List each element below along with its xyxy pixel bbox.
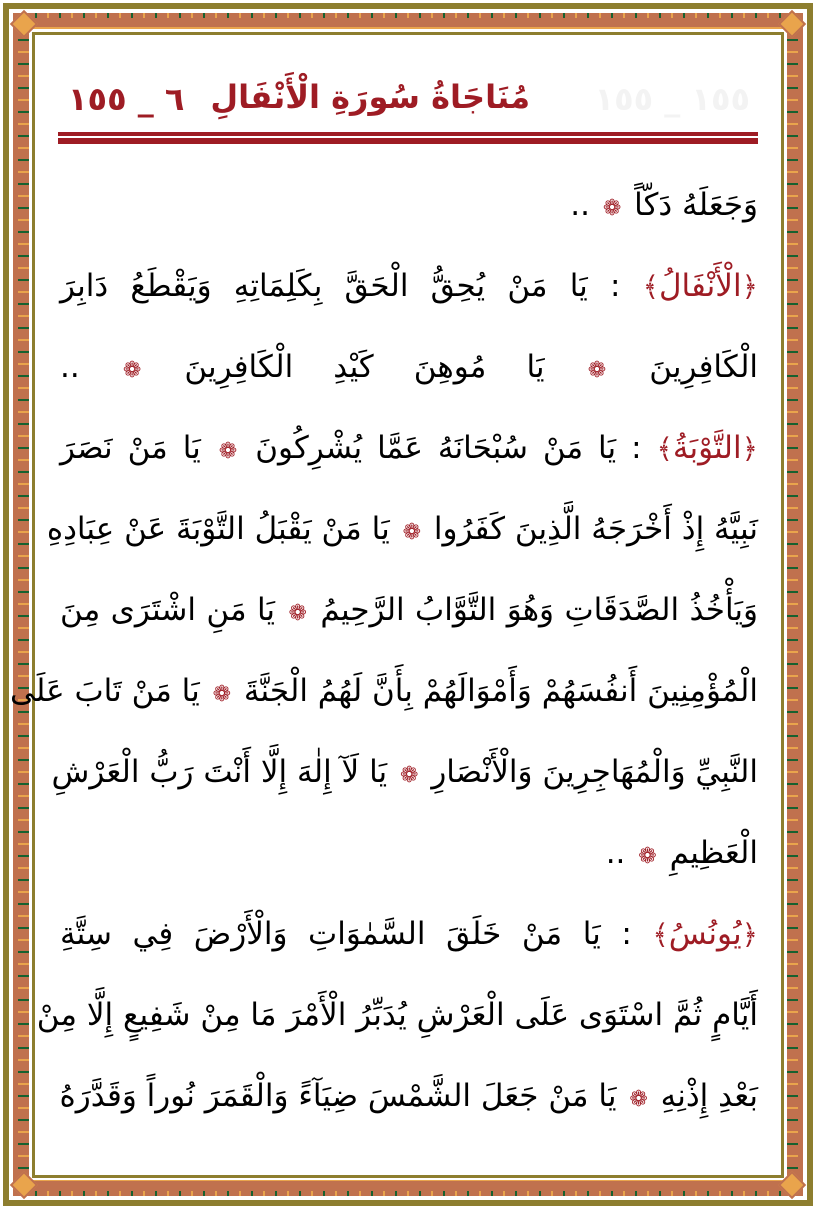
text-line [46, 489, 758, 570]
page-header [58, 72, 758, 132]
text-segment: بَعْدِ إِذْنِهِ [660, 1078, 758, 1114]
surah-name [643, 268, 758, 304]
surah-name-text: يُونُسُ [668, 916, 742, 952]
text-line [10, 651, 758, 732]
text-segment: نَبِيَّهُ إِذْ أَخْرَجَهُ الَّذِينَ كَفَرُوا [433, 511, 758, 547]
text-segment: الْكَافِرِينَ [649, 349, 759, 385]
rosette-separator-icon: ❁ [402, 520, 421, 545]
rosette-separator-icon: ❁ [629, 1087, 648, 1112]
text-segment: الْعَظِيمِ [669, 835, 758, 871]
surah-name-text: التَّوْبَةُ [672, 430, 742, 466]
surah-name [652, 916, 758, 952]
surah-name-text: الْأَنْفَالُ [659, 268, 742, 304]
text-line [60, 165, 758, 246]
text-segment: : يَا مَنْ خَلَقَ السَّمٰوَاتِ وَالْأَرْضَ فِي سِتَّةِ [60, 916, 632, 952]
text-segment: يَا مَنِ اشْتَرَى مِنَ [60, 592, 276, 628]
header-ghost-text: ١٥٥ _ ١٥٥ [594, 80, 750, 118]
text-segment: يَا مَنْ يَقْبَلُ التَّوْبَةَ عَنْ عِبَادِهِ [46, 511, 390, 547]
rosette-separator-icon: ❁ [122, 358, 142, 383]
rosette-separator-icon: ❁ [288, 601, 307, 626]
rosette-separator-icon: ❁ [602, 196, 622, 221]
ornament-bracket-icon: ﴿ [741, 918, 758, 951]
text-segment: وَيَأْخُذُ الصَّدَقَاتِ وَهُوَ التَّوَّابُ الرَّحِيمُ [320, 592, 758, 628]
rosette-separator-icon: ❁ [638, 844, 657, 869]
text-segment: يَا لَآ إِلٰهَ إِلَّا أَنْتَ رَبُّ الْعَرْشِ [51, 754, 388, 790]
text-line [36, 975, 758, 1056]
rosette-separator-icon: ❁ [400, 763, 419, 788]
text-line [51, 732, 758, 813]
text-body [10, 165, 759, 1137]
text-segment: .. [570, 187, 590, 223]
text-line [60, 408, 758, 489]
ornament-bracket-icon: ﴾ [652, 918, 669, 951]
rosette-separator-icon: ❁ [587, 358, 607, 383]
text-line [60, 246, 758, 327]
text-line [60, 894, 758, 975]
text-segment: يَا مُوهِنَ كَيْدِ الْكَافِرِينَ [184, 349, 545, 385]
text-line [60, 1056, 758, 1137]
text-segment: أَيَّامٍ ثُمَّ اسْتَوَى عَلَى الْعَرْشِ يُدَبِّرُ الْأَمْرَ مَا مِنْ شَفِيعٍ إِلَّا مِنْ [36, 997, 758, 1033]
header-divider [58, 138, 758, 144]
surah-name [657, 430, 759, 466]
text-segment: يَا مَنْ تَابَ عَلَى [10, 673, 200, 709]
text-line [60, 570, 758, 651]
text-line [60, 327, 758, 408]
text-segment: الْمُؤْمِنِينَ أَنفُسَهُمْ وَأَمْوَالَهُمْ بِأَنَّ لَهُمُ الْجَنَّةَ [243, 673, 758, 709]
page-range: ٦ _ ١٥٥ [68, 80, 185, 118]
text-segment: يَا مَنْ نَصَرَ [60, 430, 201, 466]
rosette-separator-icon: ❁ [212, 682, 232, 707]
header-divider [58, 132, 758, 136]
text-segment: : يَا مَنْ يُحِقُّ الْحَقَّ بِكَلِمَاتِهِ وَيَقْطَعُ دَابِرَ [60, 268, 621, 304]
text-segment: يَا مَنْ جَعَلَ الشَّمْسَ ضِيَآءً وَالْقَمَرَ نُوراً وَقَدَّرَهُ [59, 1078, 617, 1114]
text-line [60, 813, 758, 894]
ornament-bracket-icon: ﴿ [741, 432, 758, 465]
ornament-bracket-icon: ﴿ [741, 270, 758, 303]
text-segment: : يَا مَنْ سُبْحَانَهُ عَمَّا يُشْرِكُونَ [255, 430, 642, 466]
ornament-bracket-icon: ﴾ [656, 432, 673, 465]
text-segment: .. [605, 835, 626, 871]
text-segment: النَّبِيِّ وَالْمُهَاجِرِينَ وَالْأَنْصَارِ [431, 754, 758, 790]
text-segment: وَجَعَلَهُ دَكّاً [634, 187, 758, 223]
ornament-bracket-icon: ﴾ [642, 270, 660, 303]
rosette-separator-icon: ❁ [218, 439, 238, 464]
text-segment: .. [60, 349, 80, 385]
page-title: مُنَاجَاةُ سُورَةِ الْأَنْفَالِ [210, 78, 530, 116]
